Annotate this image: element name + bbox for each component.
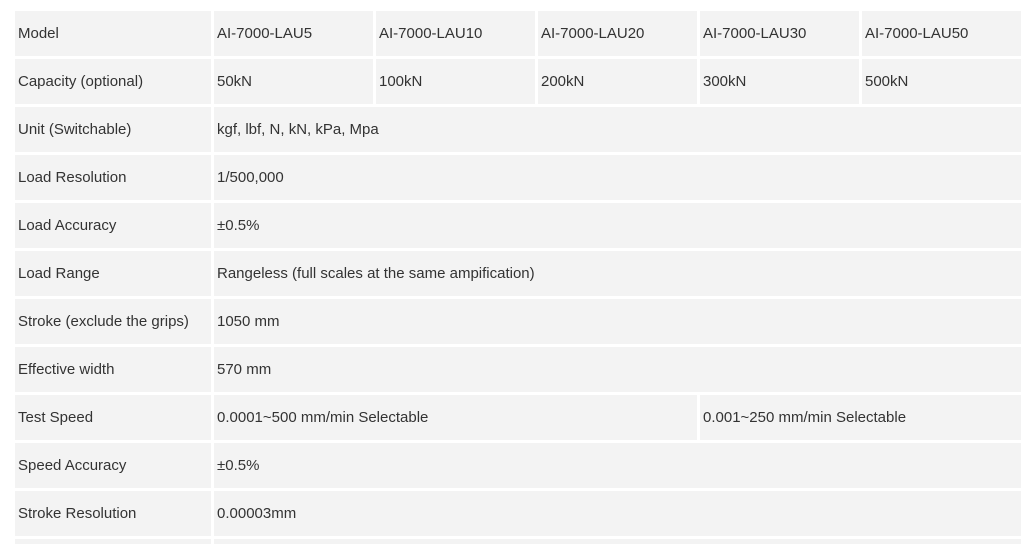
cell-capacity-2: 100kN — [376, 59, 535, 104]
cell-model-2: AI-7000-LAU10 — [376, 11, 535, 56]
row-label-stroke-resolution: Stroke Resolution — [15, 491, 211, 536]
partial-cell-label — [15, 539, 211, 544]
row-label-capacity: Capacity (optional) — [15, 59, 211, 104]
cell-test-speed-high: 0.001~250 mm/min Selectable — [700, 395, 1021, 440]
table-row-load-range — [15, 251, 1021, 296]
table-row-partial — [15, 539, 1021, 544]
cell-load-resolution-value: 1/500,000 — [214, 155, 1021, 200]
row-label-speed-accuracy: Speed Accuracy — [15, 443, 211, 488]
cell-unit-value: kgf, lbf, N, kN, kPa, Mpa — [214, 107, 1021, 152]
table-row-capacity — [15, 59, 1021, 104]
table-row-speed-accuracy — [15, 443, 1021, 488]
table-row-effective-width — [15, 347, 1021, 392]
row-label-unit: Unit (Switchable) — [15, 107, 211, 152]
row-label-load-resolution: Load Resolution — [15, 155, 211, 200]
row-label-load-range: Load Range — [15, 251, 211, 296]
cell-test-speed-low: 0.0001~500 mm/min Selectable — [214, 395, 697, 440]
cell-capacity-3: 200kN — [538, 59, 697, 104]
cell-load-range-value: Rangeless (full scales at the same ampification) — [214, 251, 1021, 296]
table-row-model — [15, 11, 1021, 56]
table-row-load-resolution — [15, 155, 1021, 200]
row-label-test-speed: Test Speed — [15, 395, 211, 440]
table-row-unit — [15, 107, 1021, 152]
table-row-stroke-resolution — [15, 491, 1021, 536]
partial-cell-value — [214, 539, 1021, 544]
cell-model-4: AI-7000-LAU30 — [700, 11, 859, 56]
table-row-load-accuracy — [15, 203, 1021, 248]
cell-model-1: AI-7000-LAU5 — [214, 11, 373, 56]
cell-speed-accuracy-value: ±0.5% — [214, 443, 1021, 488]
cell-stroke-value: 1050 mm — [214, 299, 1021, 344]
row-label-model: Model — [15, 11, 211, 56]
cell-stroke-resolution-value: 0.00003mm — [214, 491, 1021, 536]
cell-model-3: AI-7000-LAU20 — [538, 11, 697, 56]
cell-capacity-4: 300kN — [700, 59, 859, 104]
cell-model-5: AI-7000-LAU50 — [862, 11, 1021, 56]
row-label-stroke: Stroke (exclude the grips) — [15, 299, 211, 344]
row-label-effective-width: Effective width — [15, 347, 211, 392]
cell-capacity-1: 50kN — [214, 59, 373, 104]
cell-capacity-5: 500kN — [862, 59, 1021, 104]
cell-load-accuracy-value: ±0.5% — [214, 203, 1021, 248]
table-row-stroke — [15, 299, 1021, 344]
row-label-load-accuracy: Load Accuracy — [15, 203, 211, 248]
cell-effective-width-value: 570 mm — [214, 347, 1021, 392]
spec-table — [12, 8, 1024, 547]
table-row-test-speed — [15, 395, 1021, 440]
